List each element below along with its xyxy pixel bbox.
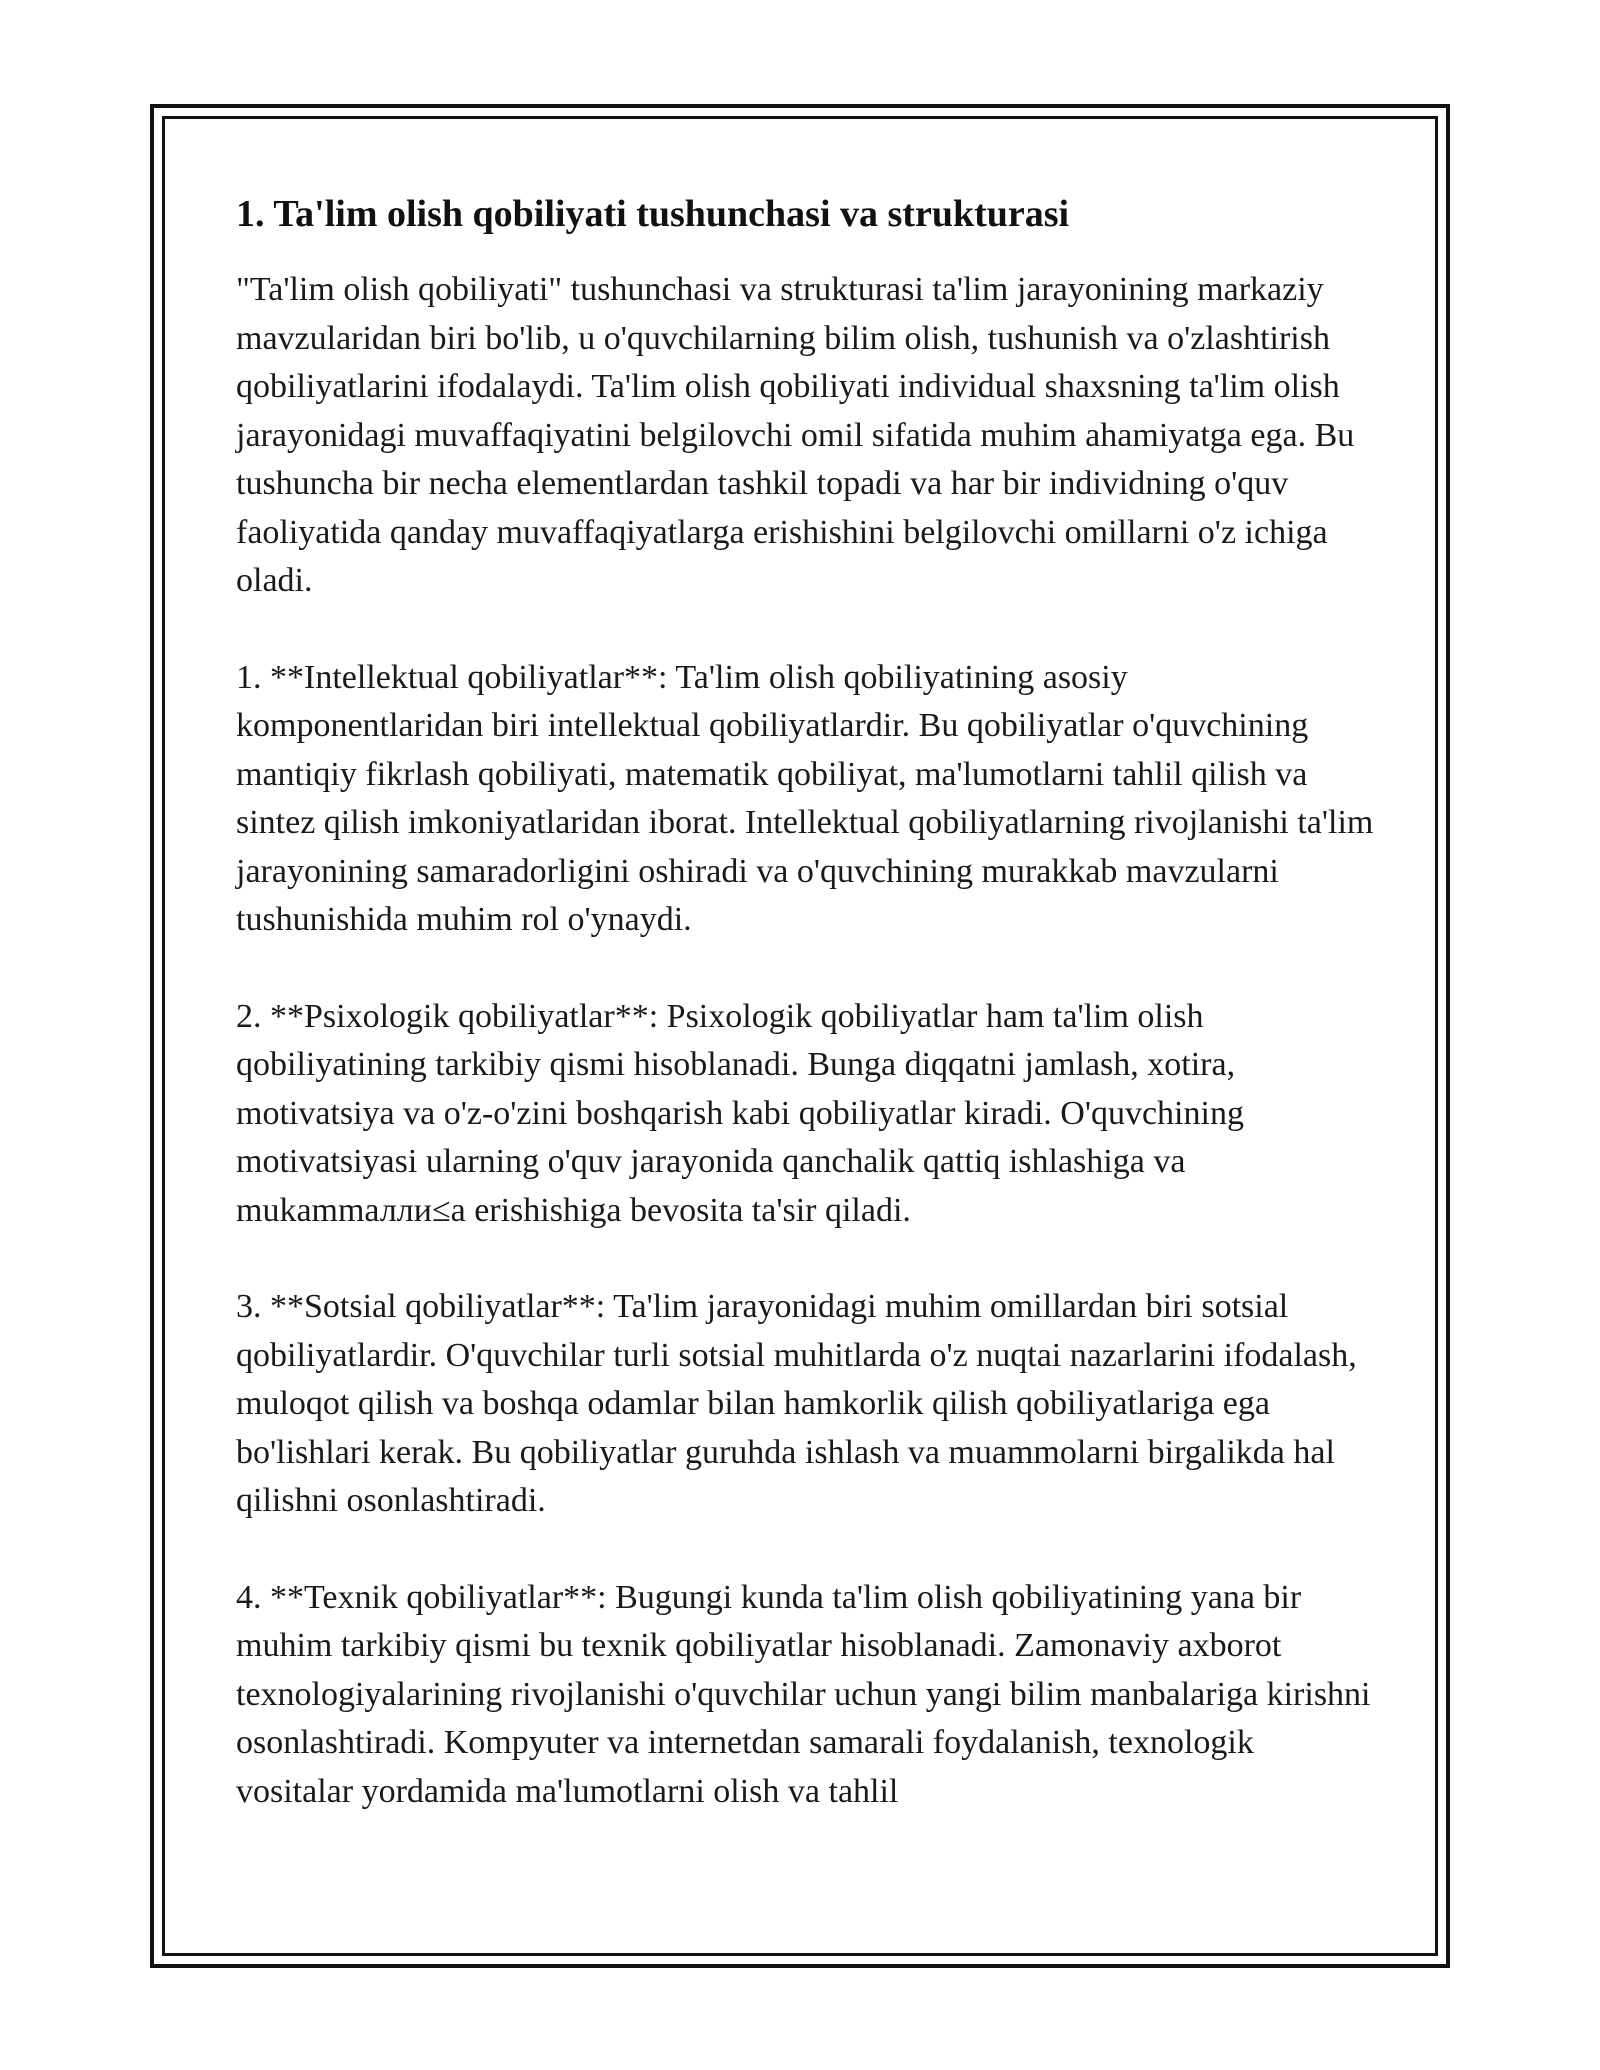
document-body xyxy=(236,188,1376,1864)
psychological-abilities-paragraph: 2. **Psixologik qobiliyatlar**: Psixologik qobiliyatlar ham ta'lim olish qobiliyatining tarkibiy qismi hisoblanadi. Bunga diqqatni jamlash, xotira, motivatsiya va o'z-o'zini boshqarish kabi qobiliyatlar kiradi. O'quvchining motivatsiyasi ularning o'quv jarayonida qanchalik qattiq ishlashiga va mukammалли≤a erishishiga bevosita ta'sir qiladi. xyxy=(236,997,1244,1229)
intro-paragraph: "Ta'lim olish qobiliyati" tushunchasi va strukturasi ta'lim jarayonining markaziy mavzularidan biri bo'lib, u o'quvchilarning bilim olish, tushunish va o'zlashtirish qobiliyatlarini ifodalaydi. Ta'lim olish qobiliyati individual shaxsning ta'lim olish jarayonidagi muvaffaqiyatini belgilovchi omil sifatida muhim ahamiyatga ega. Bu tushuncha bir necha elementlardan tashkil topadi va har bir individning o'quv faoliyatida qanday muvaffaqiyatlarga erishishini belgilovchi omillarni o'z ichiga oladi. xyxy=(236,271,1355,599)
intellectual-abilities-paragraph: 1. **Intellektual qobiliyatlar**: Ta'lim olish qobiliyatining asosiy komponentlaridan biri intellektual qobiliyatlardir. Bu qobiliyatlar o'quvchining mantiqiy fikrlash qobiliyati, matematik qobiliyat, ma'lumotlarni tahlil qilish va sintez qilish imkoniyatlaridan iborat. Intellektual qobiliyatlarning rivojlanishi ta'lim jarayonining samaradorligini oshiradi va o'quvchining murakkab mavzularni tushunishida muhim rol o'ynaydi. xyxy=(236,658,1374,938)
technical-abilities-paragraph: 4. **Texnik qobiliyatlar**: Bugungi kunda ta'lim olish qobiliyatining yana bir muhim tarkibiy qismi bu texnik qobiliyatlar hisoblanadi. Zamonaviy axborot texnologiyalarining rivojlanishi o'quvchilar uchun yangi bilim manbalariga kirishni osonlashtiradi. Kompyuter va internetdan samarali foydalanish, texnologik vositalar yordamida ma'lumotlarni olish va tahlil xyxy=(236,1578,1371,1810)
section-heading: 1. Ta'lim olish qobiliyati tushunchasi va strukturasi xyxy=(236,193,1070,235)
social-abilities-paragraph: 3. **Sotsial qobiliyatlar**: Ta'lim jarayonidagi muhim omillardan biri sotsial qobiliyatlardir. O'quvchilar turli sotsial muhitlarda o'z nuqtai nazarlarini ifodalash, muloqot qilish va boshqa odamlar bilan hamkorlik qilish qobiliyatlariga ega bo'lishlari kerak. Bu qobiliyatlar guruhda ishlash va muammolarni birgalikda hal qilishni osonlashtiradi. xyxy=(236,1288,1357,1519)
